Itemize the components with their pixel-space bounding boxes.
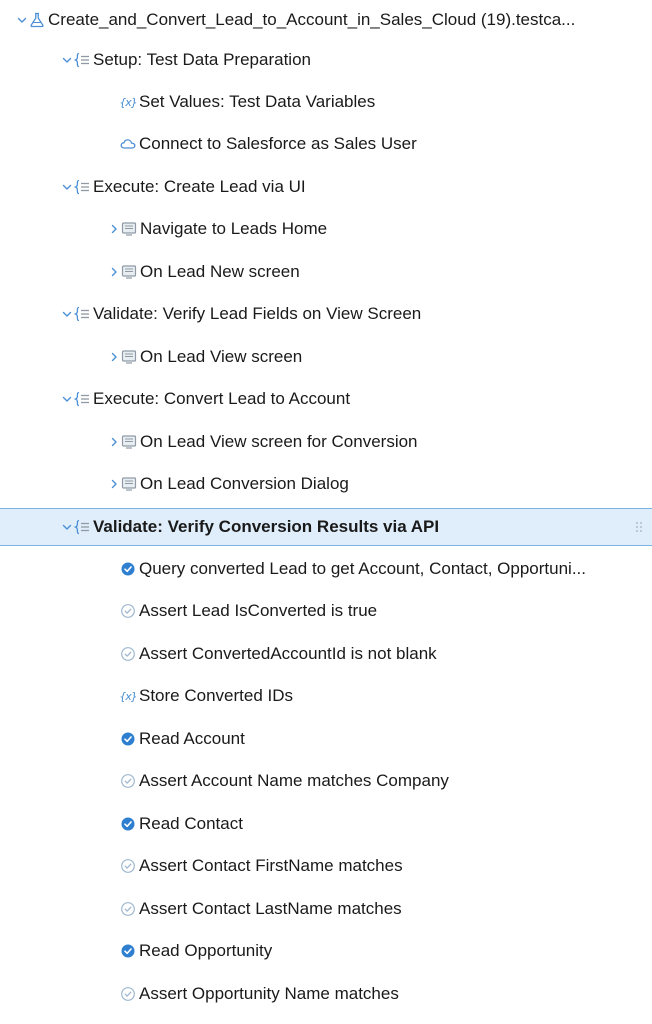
screen-icon bbox=[121, 264, 137, 280]
drag-handle-icon[interactable] bbox=[634, 519, 644, 533]
flask-icon bbox=[29, 12, 45, 28]
step-navigate[interactable] bbox=[0, 211, 652, 247]
variable-icon: {x} bbox=[119, 95, 137, 109]
chevron-down-icon[interactable] bbox=[61, 54, 73, 66]
screen-icon bbox=[121, 349, 137, 365]
group-execute-convert[interactable] bbox=[0, 381, 652, 417]
step-read-contact[interactable] bbox=[0, 806, 652, 842]
step-label: Assert Account Name matches Company bbox=[139, 771, 449, 790]
screen-icon bbox=[121, 476, 137, 492]
step-connect[interactable] bbox=[0, 126, 652, 162]
group-label: Execute: Convert Lead to Account bbox=[93, 389, 351, 408]
check-outline-icon bbox=[120, 901, 136, 917]
step-assert-isconverted[interactable] bbox=[0, 593, 652, 629]
group-icon bbox=[74, 306, 90, 322]
step-assert-contact-lastname[interactable] bbox=[0, 891, 652, 927]
step-label: Assert Contact LastName matches bbox=[139, 899, 402, 918]
tree-root-label: Create_and_Convert_Lead_to_Account_in_Sales_Cloud (19).testca... bbox=[48, 10, 576, 29]
step-label: On Lead View screen bbox=[140, 347, 303, 366]
step-assert-convertedaccountid[interactable] bbox=[0, 636, 652, 672]
check-outline-icon bbox=[120, 858, 136, 874]
check-filled-icon bbox=[120, 816, 136, 832]
group-label: Setup: Test Data Preparation bbox=[93, 50, 311, 69]
chevron-right-icon[interactable] bbox=[108, 478, 120, 490]
group-label: Validate: Verify Conversion Results via API bbox=[93, 517, 440, 536]
chevron-right-icon[interactable] bbox=[108, 351, 120, 363]
group-label: Execute: Create Lead via UI bbox=[93, 177, 306, 196]
step-label: On Lead View screen for Conversion bbox=[140, 432, 418, 451]
chevron-down-icon[interactable] bbox=[61, 393, 73, 405]
group-setup[interactable] bbox=[0, 42, 652, 78]
group-validate-conversion[interactable] bbox=[0, 508, 652, 546]
check-filled-icon bbox=[120, 561, 136, 577]
group-label: Validate: Verify Lead Fields on View Screen bbox=[93, 304, 422, 323]
step-assert-opportunity-name[interactable] bbox=[0, 976, 652, 1012]
chevron-right-icon[interactable] bbox=[108, 223, 120, 235]
check-filled-icon bbox=[120, 943, 136, 959]
cloud-icon bbox=[120, 136, 136, 152]
chevron-down-icon[interactable] bbox=[61, 181, 73, 193]
step-label: Connect to Salesforce as Sales User bbox=[139, 134, 417, 153]
check-outline-icon bbox=[120, 646, 136, 662]
group-icon bbox=[74, 52, 90, 68]
step-view-for-conversion[interactable] bbox=[0, 424, 652, 460]
step-label: Assert ConvertedAccountId is not blank bbox=[139, 644, 437, 663]
group-icon bbox=[74, 179, 90, 195]
step-label: Read Account bbox=[139, 729, 245, 748]
step-assert-account-name[interactable] bbox=[0, 763, 652, 799]
step-query-converted-lead[interactable] bbox=[0, 551, 652, 587]
step-conversion-dialog[interactable] bbox=[0, 466, 652, 502]
step-view-screen[interactable] bbox=[0, 339, 652, 375]
step-label: Set Values: Test Data Variables bbox=[139, 92, 376, 111]
check-outline-icon bbox=[120, 986, 136, 1002]
step-label: Read Opportunity bbox=[139, 941, 273, 960]
chevron-down-icon[interactable] bbox=[61, 521, 73, 533]
step-label: Navigate to Leads Home bbox=[140, 219, 328, 238]
variable-icon: {x} bbox=[119, 689, 137, 703]
step-label: Read Contact bbox=[139, 814, 243, 833]
check-filled-icon bbox=[120, 731, 136, 747]
chevron-right-icon[interactable] bbox=[108, 266, 120, 278]
step-read-account[interactable] bbox=[0, 721, 652, 757]
step-store-converted-ids[interactable] bbox=[0, 678, 652, 714]
step-label: Store Converted IDs bbox=[139, 686, 294, 705]
group-validate-fields[interactable] bbox=[0, 296, 652, 332]
group-icon bbox=[74, 519, 90, 535]
step-label: On Lead Conversion Dialog bbox=[140, 474, 349, 493]
chevron-down-icon[interactable] bbox=[16, 14, 28, 26]
screen-icon bbox=[121, 434, 137, 450]
step-label: Assert Contact FirstName matches bbox=[139, 856, 403, 875]
step-label: On Lead New screen bbox=[140, 262, 300, 281]
step-read-opportunity[interactable] bbox=[0, 933, 652, 969]
step-label: Assert Opportunity Name matches bbox=[139, 984, 399, 1003]
screen-icon bbox=[121, 221, 137, 237]
chevron-right-icon[interactable] bbox=[108, 436, 120, 448]
check-outline-icon bbox=[120, 603, 136, 619]
group-icon bbox=[74, 391, 90, 407]
step-label: Assert Lead IsConverted is true bbox=[139, 601, 378, 620]
group-execute-create[interactable] bbox=[0, 169, 652, 205]
check-outline-icon bbox=[120, 773, 136, 789]
step-set-values[interactable] bbox=[0, 84, 652, 120]
tree-root[interactable] bbox=[0, 2, 652, 38]
chevron-down-icon[interactable] bbox=[61, 308, 73, 320]
step-label: Query converted Lead to get Account, Contact, Opportuni... bbox=[139, 559, 586, 578]
step-new-screen[interactable] bbox=[0, 254, 652, 290]
step-assert-contact-firstname[interactable] bbox=[0, 848, 652, 884]
